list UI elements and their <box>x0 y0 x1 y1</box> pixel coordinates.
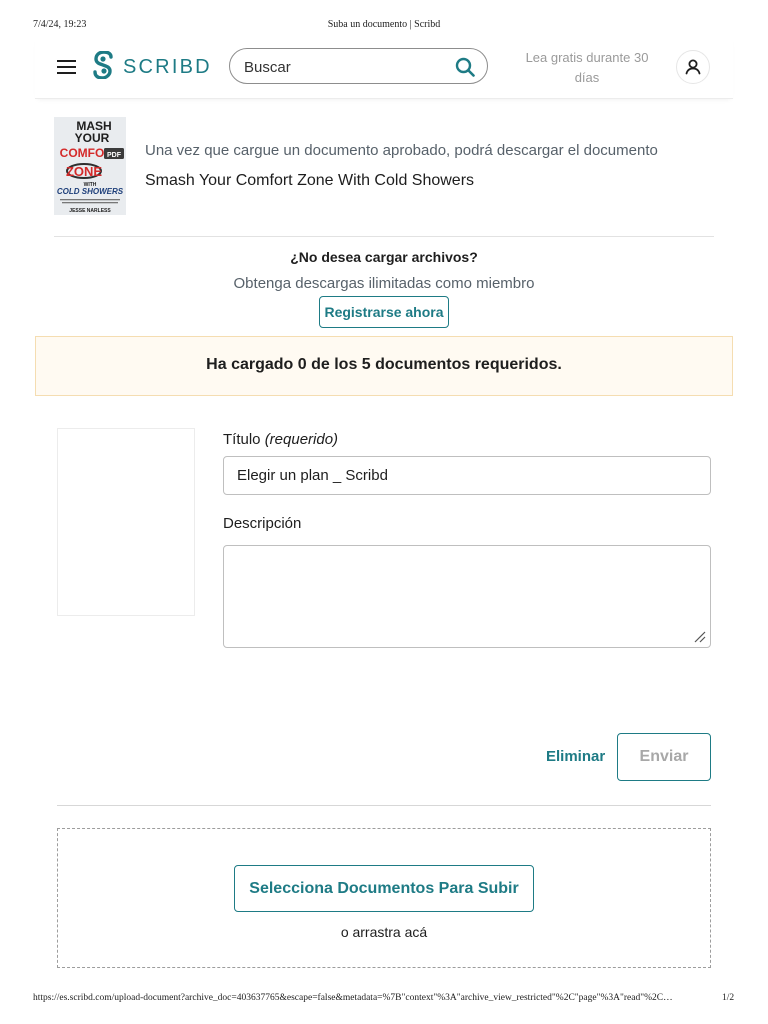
select-documents-button[interactable]: Selecciona Documentos Para Subir <box>234 865 534 912</box>
document-thumbnail <box>57 428 195 616</box>
free-trial-link[interactable]: Lea gratis durante 30 días <box>525 50 649 85</box>
delete-button[interactable]: Eliminar <box>546 748 606 765</box>
cover-author: JESSE NARLESS <box>69 208 111 214</box>
description-textarea[interactable] <box>223 545 711 648</box>
register-now-button[interactable]: Registrarse ahora <box>319 296 449 328</box>
no-upload-question: ¿No desea cargar archivos? <box>290 249 478 265</box>
cover-title-line-5: WITH <box>83 182 97 188</box>
scribd-logo[interactable] <box>93 53 212 81</box>
print-date: 7/4/24, 19:23 <box>33 19 87 30</box>
cover-title-line-3: COMFO <box>59 146 105 160</box>
search-icon[interactable] <box>455 57 475 77</box>
cover-title-line-1: MASH <box>76 119 112 133</box>
cover-pdf-badge: PDF <box>107 152 121 159</box>
divider <box>54 236 714 237</box>
document-title: Smash Your Comfort Zone With Cold Showers <box>145 172 475 189</box>
search-placeholder: Buscar <box>244 59 291 76</box>
unlimited-downloads-offer: Obtenga descargas ilimitadas como miembro <box>233 275 535 292</box>
download-note: Una vez que cargue un documento aprobado, podrá descargar el documento <box>145 142 658 159</box>
send-button[interactable]: Enviar <box>617 733 711 781</box>
upload-status-text: Ha cargado 0 de los 5 documentos requeridos. <box>206 356 562 373</box>
title-label-text: Título <box>223 431 261 448</box>
print-page-title: Suba un documento | Scribd <box>327 19 441 30</box>
title-required-hint: (requerido) <box>264 431 339 448</box>
cover-title-line-4: ZONE <box>65 164 103 179</box>
cover-title-line-6: COLD SHOWERS <box>56 187 124 196</box>
resize-handle-icon[interactable] <box>693 630 706 643</box>
menu-icon[interactable] <box>56 58 78 76</box>
scribd-logo-icon <box>93 51 115 84</box>
title-label <box>223 431 338 448</box>
drag-drop-hint: o arrastra acá <box>340 924 428 940</box>
print-page-number: 1/2 <box>722 993 735 1003</box>
divider <box>57 805 711 806</box>
print-url: https://es.scribd.com/upload-document?archive_doc=403637765&escape=false&metadata=%7B"context"%3A"archive_view_restricted"%2C"page"%3A"read"%2C… <box>33 993 673 1003</box>
description-label: Descripción <box>223 515 302 532</box>
user-icon <box>677 51 709 83</box>
title-input[interactable] <box>223 456 711 495</box>
user-account-button[interactable] <box>676 50 710 84</box>
scribd-logo-text: SCRIBD <box>123 55 212 78</box>
cover-title-line-2: YOUR <box>74 131 110 145</box>
document-cover-image <box>54 117 126 215</box>
